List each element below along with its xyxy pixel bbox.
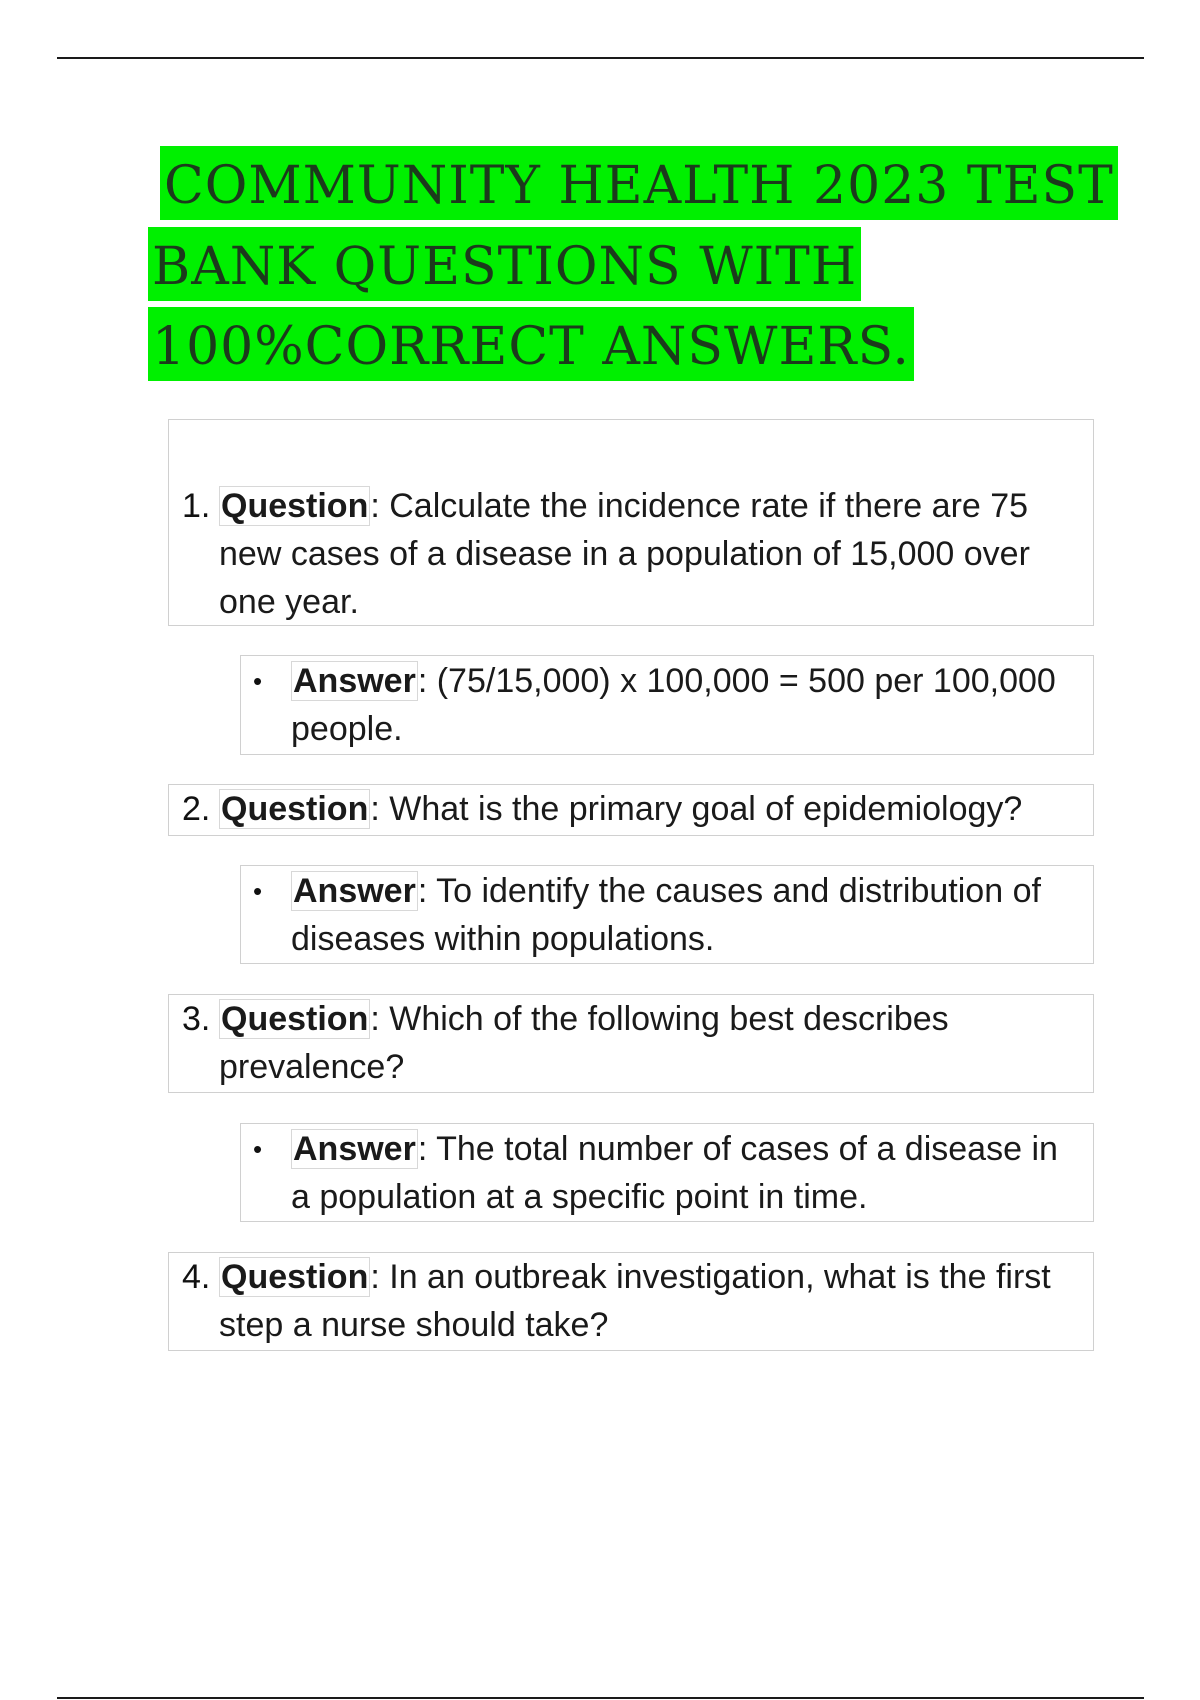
answer-label: Answer xyxy=(293,662,416,700)
answer-label: Answer xyxy=(293,872,416,910)
bullet-icon: • xyxy=(253,876,263,906)
question-box-4 xyxy=(168,1252,1094,1351)
title-line-1: COMMUNITY HEALTH 2023 TEST xyxy=(158,146,1120,220)
answer-label: Answer xyxy=(293,1130,416,1168)
question-text: Question: In an outbreak investigation, what is the first step a nurse should take? xyxy=(219,1258,1051,1344)
bullet-icon: • xyxy=(253,1134,263,1164)
title-line-3: 100%CORRECT ANSWERS. xyxy=(146,307,916,381)
answer-box-1 xyxy=(240,655,1094,755)
answer-text: Answer: To identify the causes and distribution of diseases within populations. xyxy=(291,872,1041,958)
answer-text: Answer: The total number of cases of a disease in a population at a specific point in time. xyxy=(291,1130,1058,1216)
top-rule xyxy=(57,57,1144,59)
item-number: 3. xyxy=(182,1000,211,1038)
item-number: 1. xyxy=(182,487,211,525)
question-box-2 xyxy=(168,784,1094,836)
question-text: Question: Which of the following best describes prevalence? xyxy=(219,1000,949,1086)
title-line-2: BANK QUESTIONS WITH xyxy=(146,227,863,301)
answer-box-2 xyxy=(240,865,1094,964)
question-box-1 xyxy=(168,419,1094,626)
answer-box-3 xyxy=(240,1123,1094,1222)
bullet-icon: • xyxy=(253,666,263,696)
question-text: Question: Calculate the incidence rate if there are 75 new cases of a disease in a population of 15,000 over one year. xyxy=(219,487,1030,621)
question-label: Question xyxy=(221,790,369,828)
question-label: Question xyxy=(221,487,369,525)
item-number: 4. xyxy=(182,1258,211,1296)
item-number: 2. xyxy=(182,790,211,828)
answer-text: Answer: (75/15,000) x 100,000 = 500 per 100,000 people. xyxy=(291,662,1056,748)
question-label: Question xyxy=(221,1258,369,1296)
question-box-3 xyxy=(168,994,1094,1093)
question-label: Question xyxy=(221,1000,369,1038)
bottom-rule xyxy=(57,1697,1144,1699)
question-text: Question: What is the primary goal of epidemiology? xyxy=(221,790,1023,828)
